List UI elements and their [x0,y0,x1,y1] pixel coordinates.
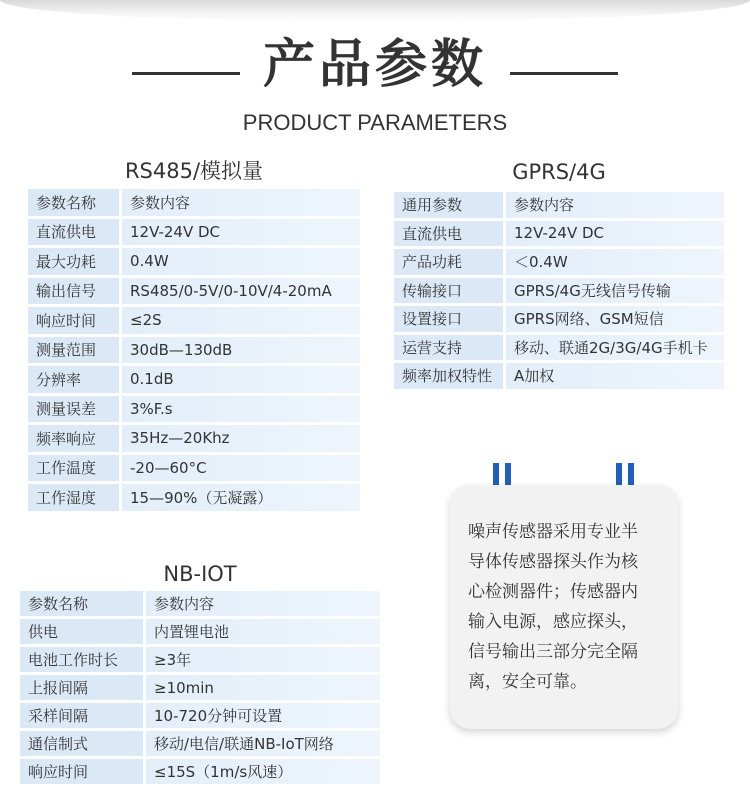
description-line: 离，安全可靠。 [468,672,587,692]
spec-key: 测量范围 [28,337,122,364]
description-line: 心检测器件；传感器内 [468,582,638,602]
spec-value: ≥10min [146,675,380,700]
spec-row [20,591,380,616]
spec-row [20,759,380,784]
spec-key: 工作湿度 [28,484,122,511]
spec-key: 测量误差 [28,396,122,423]
spec-key: 参数名称 [28,189,122,216]
spec-key: 设置接口 [394,306,506,332]
page-subtitle: PRODUCT PARAMETERS [242,110,508,135]
spec-key: 采样间隔 [20,703,146,728]
spec-row [28,484,360,511]
spec-row [394,335,724,361]
spec-key: 通信制式 [20,731,146,756]
spec-value: 30dB—130dB [122,337,360,364]
top-shadow [0,0,750,22]
spec-value: 移动、联通2G/3G/4G手机卡 [506,335,724,361]
rs485-spec-table [28,186,360,514]
spec-value: A加权 [506,363,724,389]
spec-row [28,337,360,364]
spec-value: 35Hz—20Khz [122,425,360,452]
page-title: 产品参数 [262,35,487,95]
spec-key: 传输接口 [394,278,506,304]
spec-value: ≤2S [122,307,360,334]
title-divider-right [510,72,618,75]
spec-row [394,192,724,218]
spec-value: 移动/电信/联通NB-IoT网络 [146,731,380,756]
spec-row [28,366,360,393]
description-line: 输入电源，感应探头， [468,612,638,632]
spec-value: 15—90%（无凝露） [122,484,360,511]
spec-key: 运营支持 [394,335,506,361]
gprs-spec-table [394,189,724,392]
description-line: 噪声传感器采用专业半 [468,522,638,542]
spec-row [20,675,380,700]
spec-row [394,363,724,389]
spec-value: GPRS网络、GSM短信 [506,306,724,332]
spec-key: 响应时间 [20,759,146,784]
spec-key: 供电 [20,619,146,644]
spec-row [20,703,380,728]
spec-row [394,221,724,247]
spec-value: 0.4W [122,248,360,275]
spec-key: 频率响应 [28,425,122,452]
spec-row [28,189,360,216]
description-line: 导体传感器探头作为核 [468,552,638,572]
rs485-section-title: RS485/模拟量 [124,159,264,183]
nbiot-spec-table [20,588,380,787]
spec-row [20,619,380,644]
spec-row [28,455,360,482]
spec-row [20,731,380,756]
spec-value: 3%F.s [122,396,360,423]
spec-value: 参数内容 [122,189,360,216]
description-line: 信号输出三部分完全隔 [468,642,638,662]
spec-value: ＜0.4W [506,249,724,275]
spec-key: 最大功耗 [28,248,122,275]
spec-key: 响应时间 [28,307,122,334]
spec-row [28,248,360,275]
spec-value: -20—60°C [122,455,360,482]
spec-key: 通用参数 [394,192,506,218]
spec-value: 12V-24V DC [122,219,360,246]
spec-value: 内置锂电池 [146,619,380,644]
spec-key: 直流供电 [28,219,122,246]
spec-key: 上报间隔 [20,675,146,700]
page-header [0,30,750,100]
spec-key: 输出信号 [28,278,122,305]
spec-row [394,306,724,332]
spec-key: 频率加权特性 [394,363,506,389]
title-divider-left [132,72,240,75]
spec-value: ≤15S（1m/s风速） [146,759,380,784]
spec-row [28,278,360,305]
spec-value: 参数内容 [506,192,724,218]
spec-key: 工作温度 [28,455,122,482]
nbiot-section-title: NB-IOT [163,562,237,586]
spec-row [28,307,360,334]
spec-value: 0.1dB [122,366,360,393]
spec-key: 产品功耗 [394,249,506,275]
gprs-section-title: GPRS/4G [512,160,606,184]
spec-value: 12V-24V DC [506,221,724,247]
spec-value: 参数内容 [146,591,380,616]
spec-row [28,219,360,246]
spec-row [394,278,724,304]
spec-key: 参数名称 [20,591,146,616]
spec-value: ≥3年 [146,647,380,672]
spec-value: GPRS/4G无线信号传输 [506,278,724,304]
spec-row [28,425,360,452]
spec-row [394,249,724,275]
spec-row [20,647,380,672]
spec-row [28,396,360,423]
spec-key: 分辨率 [28,366,122,393]
spec-value: RS485/0-5V/0-10V/4-20mA [122,278,360,305]
spec-value: 10-720分钟可设置 [146,703,380,728]
description-card [450,485,678,729]
spec-key: 电池工作时长 [20,647,146,672]
description-text [468,517,668,697]
spec-key: 直流供电 [394,221,506,247]
